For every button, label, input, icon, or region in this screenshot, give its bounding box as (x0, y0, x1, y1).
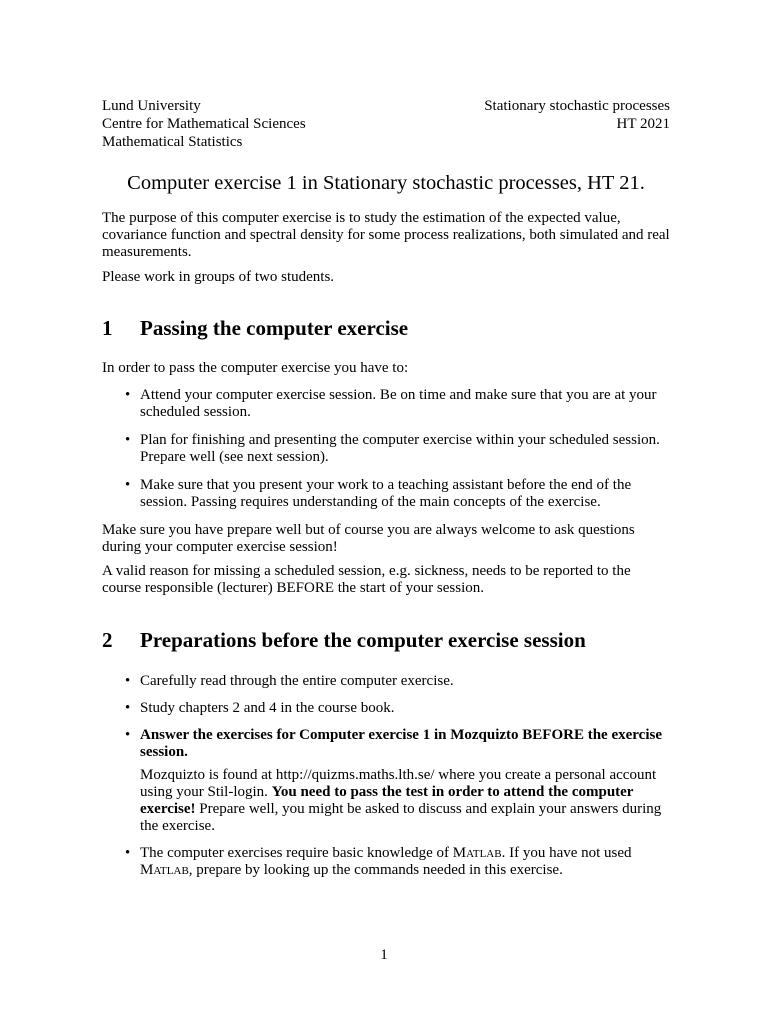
list-item (102, 432, 670, 466)
mozquizto-requirement: You need to pass the test in order to attend the computer exercise! (140, 784, 634, 817)
list-item-text: Plan for finishing and presenting the computer exercise within your scheduled session. Prepare well (see next session). (140, 432, 660, 465)
purpose-paragraph: The purpose of this computer exercise is to study the estimation of the expected value, covariance function and spectral density for some process realizations, both simulated and real measurements. (102, 210, 670, 260)
centre-name: Centre for Mathematical Sciences (102, 116, 306, 132)
document-page (102, 97, 670, 889)
section-number: 1 (102, 316, 113, 340)
section-2-heading (102, 627, 670, 653)
document-title: Computer exercise 1 in Stationary stochastic processes, HT 21. (127, 172, 645, 194)
term: HT 2021 (616, 116, 670, 132)
list-item (102, 700, 670, 717)
bullet-icon: • (125, 845, 131, 861)
section-number: 2 (102, 628, 113, 652)
groups-paragraph: Please work in groups of two students. (102, 269, 335, 285)
list-item-text: Study chapters 2 and 4 in the course book. (140, 700, 395, 716)
section-title: Preparations before the computer exercise session (140, 628, 586, 652)
matlab-name: Matlab (452, 845, 502, 861)
bullet-icon: • (125, 477, 131, 493)
matlab-text-b: . If you have not used (501, 845, 632, 861)
matlab-text-c: , prepare by looking up the commands needed in this exercise. (188, 862, 563, 878)
course-name: Stationary stochastic processes (484, 98, 670, 114)
bullet-icon: • (125, 727, 131, 743)
absence-paragraph: A valid reason for missing a scheduled session, e.g. sickness, needs to be reported to the course responsible (lecturer) BEFORE the start of your session. (102, 563, 631, 596)
list-item (102, 477, 670, 511)
page-number: 1 (380, 947, 388, 963)
matlab-text-a: The computer exercises require basic knowledge of (140, 845, 450, 861)
header-left (102, 97, 306, 151)
mozquizto-advice: Prepare well, you might be asked to discuss and explain your answers during the exercise. (140, 801, 662, 834)
requirements-list (102, 387, 670, 511)
bullet-icon: • (125, 387, 131, 403)
list-item-text: Make sure that you present your work to a teaching assistant before the end of the session. Passing requires understanding of the main concepts of the exercise. (140, 477, 632, 510)
university-name: Lund University (102, 98, 201, 114)
list-item-text: Carefully read through the entire computer exercise. (140, 673, 454, 689)
section-title: Passing the computer exercise (140, 316, 409, 340)
prepare-paragraph: Make sure you have prepare well but of course you are always welcome to ask questions during your computer exercise session! (102, 522, 635, 555)
matlab-name: Matlab (140, 862, 189, 878)
bullet-icon: • (125, 700, 131, 716)
bullet-icon: • (125, 673, 131, 689)
list-item (102, 673, 670, 690)
mozquizto-paragraph (140, 767, 670, 835)
list-item (102, 387, 670, 421)
bullet-icon: • (125, 432, 131, 448)
list-item-text: Attend your computer exercise session. Be on time and make sure that you are at your scheduled session. (140, 387, 657, 420)
department-name: Mathematical Statistics (102, 134, 243, 150)
header-right (484, 97, 670, 151)
list-item (102, 727, 670, 835)
section-1-heading (102, 315, 670, 341)
mozquizto-text: Mozquizto is found at http://quizms.maths.lth.se/ where you create a personal account using your Stil-login. (140, 767, 657, 800)
header (102, 97, 670, 151)
preparations-list (102, 673, 670, 879)
list-item (102, 845, 670, 879)
section-1-intro: In order to pass the computer exercise you have to: (102, 360, 409, 376)
list-item-text: Answer the exercises for Computer exercise 1 in Mozquizto BEFORE the exercise session. (140, 727, 662, 760)
